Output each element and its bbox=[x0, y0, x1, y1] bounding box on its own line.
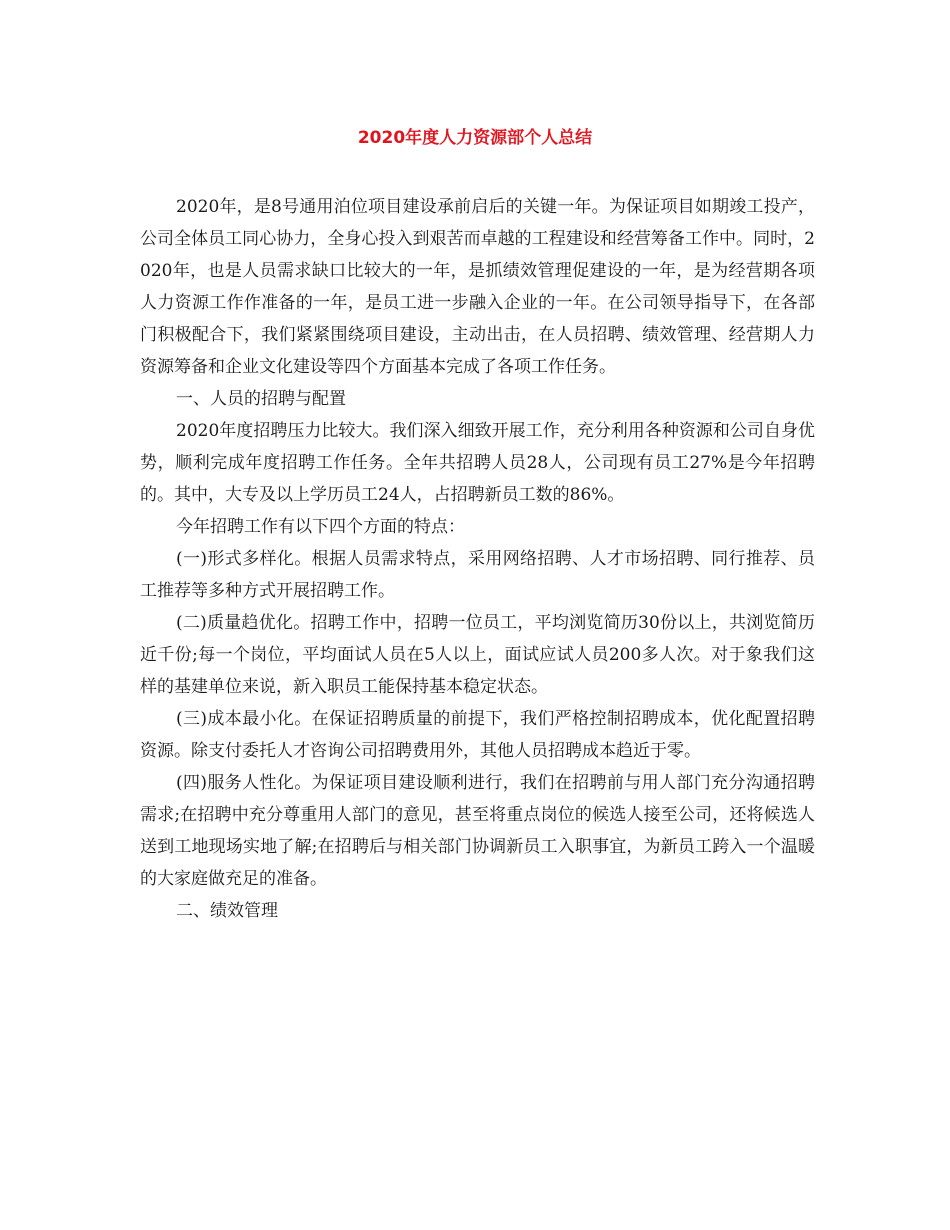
feature-paragraph-1: (一)形式多样化。根据人员需求特点，采用网络招聘、人才市场招聘、同行推荐、员工推荐等多种方式开展招聘工作。 bbox=[140, 549, 815, 601]
document-title: 2020年度人力资源部个人总结 bbox=[357, 128, 593, 148]
feature-paragraph-4: (四)服务人性化。为保证项目建设顺利进行，我们在招聘前与用人部门充分沟通招聘需求;在招聘中充分尊重用人部门的意见，甚至将重点岗位的候选人接至公司，还将候选人送到工地现场实地了解;在招聘后与相关部门协调新员工入职事宜，为新员工跨入一个温暖的大家庭做充足的准备。 bbox=[140, 773, 815, 889]
section-heading-recruitment: 一、人员的招聘与配置 bbox=[176, 389, 346, 409]
document-body bbox=[140, 191, 815, 927]
intro-paragraph: 2020年，是8号通用泊位项目建设承前启后的关键一年。为保证项目如期竣工投产，公司全体员工同心协力，全身心投入到艰苦而卓越的工程建设和经营筹备工作中。同时，2020年，也是人员需求缺口比较大的一年，是抓绩效管理促建设的一年，是为经营期各项人力资源工作作准备的一年，是员工进一步融入企业的一年。在公司领导指导下，在各部门积极配合下，我们紧紧围绕项目建设，主动出击，在人员招聘、绩效管理、经营期人力资源筹备和企业文化建设等四个方面基本完成了各项工作任务。 bbox=[140, 197, 815, 377]
features-intro-paragraph: 今年招聘工作有以下四个方面的特点： bbox=[176, 517, 465, 537]
recruitment-paragraph: 2020年度招聘压力比较大。我们深入细致开展工作，充分利用各种资源和公司自身优势，顺利完成年度招聘工作任务。全年共招聘人员28人，公司现有员工27%是今年招聘的。其中，大专及以上学历员工24人，占招聘新员工数的86%。 bbox=[140, 421, 815, 505]
feature-paragraph-3: (三)成本最小化。在保证招聘质量的前提下，我们严格控制招聘成本，优化配置招聘资源。除支付委托人才咨询公司招聘费用外，其他人员招聘成本趋近于零。 bbox=[140, 709, 815, 761]
feature-paragraph-2: (二)质量趋优化。招聘工作中，招聘一位员工，平均浏览简历30份以上，共浏览简历近千份;每一个岗位，平均面试人员在5人以上，面试应试人员200多人次。对于象我们这样的基建单位来说，新入职员工能保持基本稳定状态。 bbox=[140, 613, 815, 697]
section-heading-performance: 二、绩效管理 bbox=[176, 901, 278, 921]
